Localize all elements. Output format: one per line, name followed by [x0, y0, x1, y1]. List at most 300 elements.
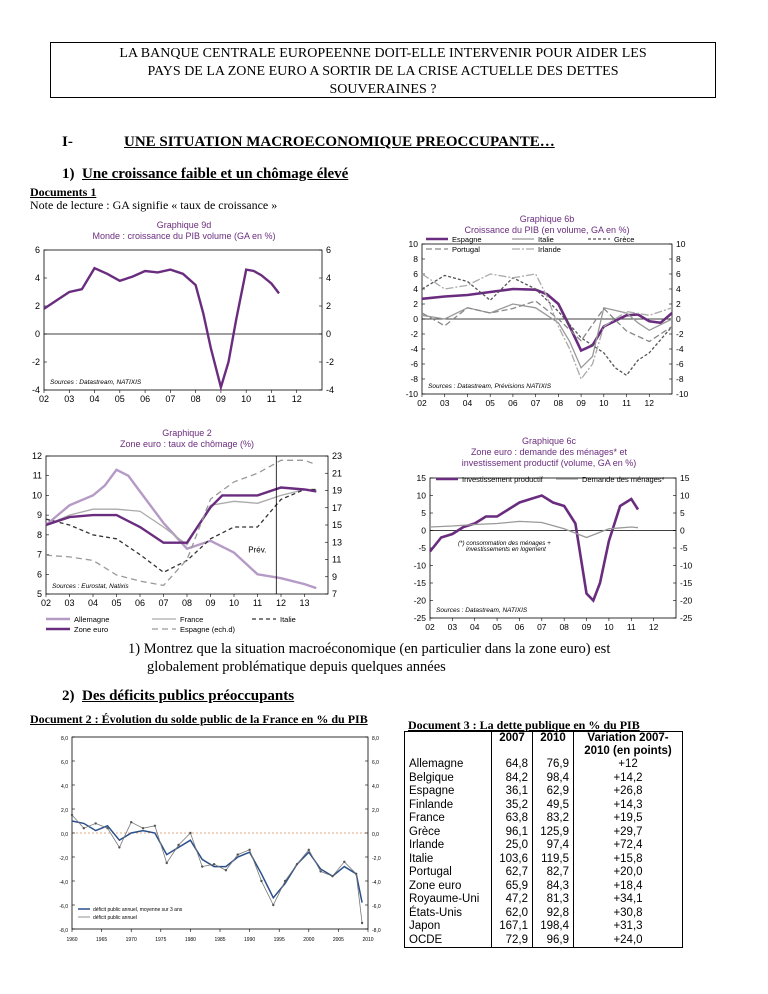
data-point	[248, 849, 250, 851]
x-tick-label: 02	[40, 598, 52, 608]
y-tick-label: 8	[36, 529, 42, 540]
y-tick-label: -2	[32, 357, 40, 367]
section-title: UNE SITUATION MACROECONOMIQUE PREOCCUPANTE…	[124, 134, 555, 150]
cell-variation: +34,1	[574, 893, 683, 907]
x-tick-label: 08	[553, 398, 564, 408]
y-tick-label-right: 8,0	[372, 736, 379, 742]
forecast-label: Prév.	[248, 545, 267, 555]
document-3-title: Document 3 : La dette publique en % du PIB	[408, 718, 640, 732]
chart-note: investissements en logement	[466, 545, 546, 553]
y-tick-label: 8,0	[61, 736, 68, 742]
y-tick-label-right: 4	[676, 284, 681, 294]
y-tick-label-right: 4,0	[372, 784, 379, 790]
x-tick-label: 09	[215, 394, 226, 404]
x-tick-label: 1990	[244, 937, 256, 943]
data-point	[106, 827, 108, 829]
cell-variation: +12	[574, 758, 683, 772]
data-point	[142, 827, 144, 829]
y-tick-label: 7	[36, 549, 42, 560]
y-tick-label-right: -10	[680, 560, 693, 571]
legend-label: Portugal	[452, 245, 480, 254]
cell-2007: 65,9	[492, 880, 533, 894]
cell-2010: 81,3	[533, 893, 574, 907]
y-tick-label: 6	[413, 269, 418, 279]
y-tick-label-right: 9	[332, 571, 338, 582]
data-point	[166, 862, 168, 864]
x-tick-label: 05	[114, 394, 125, 404]
x-tick-label: 1970	[125, 937, 137, 943]
y-tick-label: -25	[413, 613, 426, 623]
x-tick-label: 11	[626, 622, 636, 632]
x-tick-label: 07	[165, 394, 176, 404]
chart-note: (*) consommation des ménages +	[458, 540, 551, 548]
cell-variation: +24,0	[574, 934, 683, 948]
cell-country: Allemagne	[405, 758, 492, 772]
x-tick-label: 04	[469, 622, 480, 632]
chart-title: Graphique 9d	[156, 220, 212, 230]
x-tick-label: 05	[492, 622, 502, 632]
y-tick-label-right: 23	[332, 451, 343, 461]
title-line-3: SOUVERAINES ?	[329, 82, 437, 97]
y-tick-label-right: 11	[332, 554, 342, 565]
table-row	[405, 893, 683, 907]
y-tick-label-right: -5	[680, 543, 688, 553]
y-tick-label-right: -20	[680, 595, 693, 606]
table-row	[405, 853, 683, 867]
title-line-2: PAYS DE LA ZONE EURO A SORTIR DE LA CRISE ACTUELLE DES DETTES	[147, 64, 619, 79]
cell-2010: 49,5	[533, 799, 574, 813]
chart-title: Graphique 2	[162, 428, 212, 438]
cell-country: États-Unis	[405, 907, 492, 921]
x-tick-label: 11	[266, 394, 277, 404]
x-tick-label: 07	[537, 622, 547, 632]
legend-label: Espagne (ech.d)	[180, 625, 236, 634]
cell-2007: 36,1	[492, 785, 533, 799]
y-tick-label: -5	[418, 543, 426, 553]
y-tick-label: 0	[34, 329, 40, 339]
x-tick-label: 13	[299, 598, 310, 608]
table-row	[405, 812, 683, 826]
y-tick-label: 8	[413, 254, 418, 264]
data-point	[355, 873, 357, 875]
legend-label: Investissement productif	[462, 475, 543, 484]
y-tick-label-right: -4	[676, 344, 684, 354]
cell-variation: +20,0	[574, 866, 683, 880]
cell-2010: 98,4	[533, 772, 574, 786]
cell-2007: 35,2	[492, 799, 533, 813]
x-tick-label: 04	[89, 394, 100, 404]
data-point	[118, 846, 120, 848]
y-tick-label-right: -6	[676, 359, 684, 369]
subsection-1-heading	[62, 166, 348, 183]
y-tick-label-right: -2	[676, 329, 684, 339]
y-tick-label: -2,0	[59, 856, 68, 862]
x-tick-label: 10	[599, 398, 609, 408]
y-tick-label-right: -8	[676, 374, 684, 384]
cell-2007: 64,8	[492, 758, 533, 772]
series-line	[46, 488, 316, 543]
y-tick-label: 2	[413, 299, 418, 309]
legend-label: France	[180, 615, 204, 624]
cell-variation: +19,5	[574, 812, 683, 826]
x-tick-label: 1965	[96, 937, 108, 943]
legend-label: Grèce	[614, 235, 635, 244]
table-row	[405, 880, 683, 894]
y-tick-label: 2	[34, 301, 40, 311]
table-row	[405, 866, 683, 880]
cell-variation: +26,8	[574, 785, 683, 799]
x-tick-label: 12	[291, 394, 302, 404]
legend-label: Italie	[538, 235, 554, 244]
chart-6b	[392, 210, 702, 416]
x-tick-label: 09	[205, 598, 216, 608]
y-tick-label: 15	[416, 473, 426, 483]
y-tick-label: -15	[413, 578, 426, 588]
series-line	[422, 274, 672, 379]
data-point	[225, 869, 227, 871]
section-heading	[62, 134, 555, 151]
series-line	[422, 301, 672, 342]
plot-frame	[46, 456, 328, 594]
document-2-title: Document 2 : Évolution du solde public de la France en % du PIB	[30, 712, 368, 726]
x-tick-label: 04	[462, 398, 473, 408]
y-tick-label: -4	[32, 385, 40, 395]
y-tick-label-right: 6,0	[372, 760, 379, 766]
x-tick-label: 2005	[332, 937, 344, 943]
y-tick-label-right: 6	[326, 245, 332, 255]
cell-variation: +31,3	[574, 920, 683, 934]
data-point	[130, 821, 132, 823]
y-tick-label-right: 10	[680, 490, 690, 501]
y-tick-label: -6,0	[59, 904, 68, 910]
x-tick-label: 10	[241, 394, 252, 404]
chart-solde-public-france	[50, 731, 392, 944]
question-line-2: globalement problématique depuis quelques années	[147, 659, 446, 675]
x-tick-label: 03	[447, 622, 458, 632]
table-row	[405, 758, 683, 772]
header-2007: 2007	[492, 732, 533, 759]
cell-2010: 97,4	[533, 839, 574, 853]
legend-label: déficit public annuel	[93, 915, 137, 921]
subsection-2-number: 2)	[62, 688, 75, 704]
y-tick-label-right: -10	[676, 389, 689, 399]
y-tick-label: 5	[421, 508, 426, 518]
subsection-1-number: 1)	[62, 166, 75, 182]
cell-2010: 84,3	[533, 880, 574, 894]
page-title	[50, 42, 716, 98]
x-tick-label: 02	[38, 394, 50, 404]
data-point	[213, 863, 215, 865]
y-tick-label: 6	[36, 569, 42, 580]
header-2010: 2010	[533, 732, 574, 759]
x-tick-label: 06	[508, 398, 518, 408]
table-header-row	[405, 732, 683, 759]
y-tick-label-right: -25	[680, 613, 693, 623]
legend-label: Italie	[280, 615, 296, 624]
x-tick-label: 03	[64, 598, 75, 608]
x-tick-label: 04	[87, 598, 99, 608]
cell-2007: 62,0	[492, 907, 533, 921]
y-tick-label: -8	[410, 374, 418, 384]
y-tick-label-right: 2	[326, 301, 332, 311]
chart-2	[32, 426, 378, 638]
cell-variation: +14,3	[574, 799, 683, 813]
subsection-1-title: Une croissance faible et un chômage élevé	[82, 166, 349, 182]
table-row	[405, 920, 683, 934]
x-tick-label: 05	[111, 598, 122, 608]
series-line	[46, 460, 316, 585]
cell-2007: 62,7	[492, 866, 533, 880]
legend-label: Espagne	[452, 235, 482, 244]
table-row	[405, 934, 683, 948]
y-tick-label: -4	[410, 344, 418, 354]
y-tick-label: 4	[34, 273, 40, 283]
cell-country: Royaume-Uni	[405, 893, 492, 907]
x-tick-label: 1975	[155, 937, 167, 943]
chart-subtitle: Croissance du PIB (en volume, GA en %)	[464, 225, 630, 235]
data-point	[284, 880, 286, 882]
y-tick-label-right: -2	[326, 357, 335, 367]
y-tick-label: -10	[413, 560, 426, 571]
cell-2007: 47,2	[492, 893, 533, 907]
table-row	[405, 772, 683, 786]
cell-2010: 119,5	[533, 853, 574, 867]
data-point	[260, 880, 262, 882]
documents-1-label: Documents 1	[30, 185, 97, 199]
cell-country: Belgique	[405, 772, 492, 786]
y-tick-label: 0	[421, 525, 426, 536]
title-line-1: LA BANQUE CENTRALE EUROPEENNE DOIT-ELLE INTERVENIR POUR AIDER LES	[119, 46, 647, 61]
legend-label: déficit public annuel, moyenne sur 3 ans	[93, 907, 183, 913]
debt-table	[404, 731, 683, 948]
series-line	[44, 268, 279, 387]
cell-country: Grèce	[405, 826, 492, 840]
cell-2007: 167,1	[492, 920, 533, 934]
cell-2007: 84,2	[492, 772, 533, 786]
series-line	[46, 470, 316, 588]
x-tick-label: 09	[581, 622, 592, 632]
x-tick-label: 1985	[214, 937, 226, 943]
chart-source: Sources : Datastream, NATIXIS	[436, 607, 528, 614]
y-tick-label-right: 0,0	[372, 832, 379, 838]
cell-2010: 96,9	[533, 934, 574, 948]
data-point	[331, 875, 333, 877]
cell-variation: +30,8	[574, 907, 683, 921]
y-tick-label-right: 13	[332, 537, 343, 548]
x-tick-label: 12	[648, 622, 659, 632]
data-point	[154, 825, 156, 827]
cell-2007: 25,0	[492, 839, 533, 853]
subsection-2-heading	[62, 688, 294, 705]
data-point	[83, 827, 85, 829]
y-tick-label-right: 19	[332, 485, 343, 496]
y-tick-label: -8,0	[59, 928, 68, 934]
y-tick-label: 9	[36, 510, 42, 521]
y-tick-label: 10	[408, 239, 418, 249]
table-row	[405, 907, 683, 921]
y-tick-label-right: -6,0	[372, 904, 381, 910]
chart-subtitle: Zone euro : demande des ménages* et	[470, 447, 628, 457]
cell-country: Zone euro	[405, 880, 492, 894]
cell-country: OCDE	[405, 934, 492, 948]
x-tick-label: 06	[134, 598, 146, 608]
data-point	[189, 832, 191, 834]
chart-6c	[394, 432, 706, 642]
x-tick-label: 07	[530, 398, 541, 408]
data-point	[71, 814, 73, 816]
x-tick-label: 09	[576, 398, 586, 408]
y-tick-label-right: 10	[676, 239, 686, 249]
y-tick-label-right: 0	[676, 314, 681, 324]
cell-2010: 76,9	[533, 758, 574, 772]
legend-label: Demande des ménages*	[582, 475, 665, 484]
y-tick-label-right: 15	[332, 520, 343, 530]
x-tick-label: 02	[417, 398, 427, 408]
y-tick-label-right: 4	[326, 273, 332, 283]
data-point	[237, 853, 239, 855]
y-tick-label-right: 8	[676, 254, 681, 264]
question-line-1: 1) Montrez que la situation macroéconomique (en particulier dans la zone euro) est	[128, 641, 611, 657]
y-tick-label-right: -4	[326, 385, 335, 395]
section-number: I-	[62, 134, 73, 150]
y-tick-label: 12	[32, 451, 42, 461]
y-tick-label-right: -2,0	[372, 856, 381, 862]
cell-2007: 63,8	[492, 812, 533, 826]
cell-2010: 92,8	[533, 907, 574, 921]
x-tick-label: 1995	[273, 937, 285, 943]
x-tick-label: 12	[275, 598, 287, 608]
legend-label: Irlande	[538, 245, 561, 254]
chart-9d	[32, 214, 374, 414]
y-tick-label: 5	[36, 589, 42, 599]
cell-variation: +72,4	[574, 839, 683, 853]
y-tick-label-right: -15	[680, 578, 693, 588]
legend-label: Zone euro	[74, 625, 109, 634]
y-tick-label: -20	[413, 595, 426, 606]
data-point	[361, 922, 363, 924]
x-tick-label: 08	[559, 622, 569, 632]
y-tick-label: 0,0	[61, 832, 68, 838]
y-tick-label: 10	[416, 490, 426, 501]
cell-country: Portugal	[405, 866, 492, 880]
reading-note: Note de lecture : GA signifie « taux de croissance »	[30, 198, 278, 212]
y-tick-label-right: 6	[676, 269, 681, 279]
header-country	[405, 732, 492, 759]
subsection-2-title: Des déficits publics préoccupants	[82, 688, 295, 704]
cell-country: Italie	[405, 853, 492, 867]
y-tick-label: -10	[405, 389, 418, 399]
y-tick-label-right: 5	[680, 508, 685, 518]
y-tick-label-right: -8,0	[372, 928, 381, 934]
cell-country: Espagne	[405, 785, 492, 799]
y-tick-label-right: 2	[676, 299, 681, 309]
cell-variation: +15,8	[574, 853, 683, 867]
table-row	[405, 826, 683, 840]
data-point	[296, 863, 298, 865]
x-tick-label: 2010	[362, 937, 374, 943]
x-tick-label: 12	[644, 398, 655, 408]
x-tick-label: 07	[158, 598, 169, 608]
table-row	[405, 785, 683, 799]
cell-2010: 125,9	[533, 826, 574, 840]
y-tick-label-right: 7	[332, 589, 338, 599]
y-tick-label: 11	[32, 470, 42, 481]
y-tick-label: 0	[413, 314, 418, 324]
y-tick-label: 6	[34, 245, 40, 255]
y-tick-label: 4	[413, 284, 418, 294]
cell-2010: 62,9	[533, 785, 574, 799]
x-tick-label: 08	[190, 394, 201, 404]
cell-country: Finlande	[405, 799, 492, 813]
y-tick-label-right: 2,0	[372, 808, 379, 814]
cell-country: France	[405, 812, 492, 826]
x-tick-label: 02	[425, 622, 435, 632]
x-tick-label: 1980	[184, 937, 196, 943]
y-tick-label-right: 15	[680, 473, 690, 483]
data-point	[201, 865, 203, 867]
x-tick-label: 08	[181, 598, 193, 608]
x-tick-label: 11	[252, 598, 263, 608]
cell-2007: 96,1	[492, 826, 533, 840]
y-tick-label: 4,0	[61, 784, 68, 790]
cell-variation: +29,7	[574, 826, 683, 840]
x-tick-label: 06	[514, 622, 525, 632]
cell-variation: +14,2	[574, 772, 683, 786]
question-1	[128, 640, 688, 676]
cell-2010: 198,4	[533, 920, 574, 934]
cell-2007: 103,6	[492, 853, 533, 867]
x-tick-label: 11	[622, 398, 631, 408]
x-tick-label: 03	[439, 398, 450, 408]
y-tick-label-right: 21	[332, 468, 343, 479]
y-tick-label: 10	[32, 490, 42, 501]
data-point	[319, 870, 321, 872]
plot-frame	[44, 250, 322, 390]
data-point	[272, 904, 274, 906]
cell-2007: 72,9	[492, 934, 533, 948]
cell-country: Irlande	[405, 839, 492, 853]
y-tick-label: -6	[410, 359, 418, 369]
data-point	[308, 849, 310, 851]
y-tick-label: 2,0	[61, 808, 68, 814]
x-tick-label: 06	[140, 394, 151, 404]
chart-subtitle: investissement productif (volume, GA en %)	[461, 458, 637, 468]
x-tick-label: 2000	[303, 937, 315, 943]
cell-2010: 83,2	[533, 812, 574, 826]
y-tick-label-right: -4,0	[372, 880, 381, 886]
y-tick-label: -2	[410, 329, 418, 339]
data-point	[177, 844, 179, 846]
y-tick-label: 6,0	[61, 760, 68, 766]
chart-source: Sources : Datastream, NATIXIS	[50, 379, 142, 386]
chart-source: Sources : Eurostat, Natixis	[52, 583, 129, 590]
data-point	[94, 822, 96, 824]
y-tick-label-right: 0	[680, 525, 685, 536]
chart-subtitle: Monde : croissance du PIB volume (GA en %)	[92, 231, 276, 241]
cell-country: Japon	[405, 920, 492, 934]
header-variation: Variation 2007-2010 (en points)	[574, 732, 683, 759]
x-tick-label: 03	[64, 394, 75, 404]
chart-title: Graphique 6b	[519, 214, 575, 224]
y-tick-label-right: 17	[332, 502, 343, 513]
chart-title: Graphique 6c	[521, 436, 577, 446]
chart-source: Sources : Datastream, Prévisions NATIXIS	[428, 383, 552, 390]
y-tick-label: -4,0	[59, 880, 68, 886]
legend-label: Allemagne	[74, 615, 110, 624]
x-tick-label: 05	[485, 398, 495, 408]
chart-subtitle: Zone euro : taux de chômage (%)	[119, 439, 255, 449]
x-tick-label: 1960	[66, 937, 78, 943]
